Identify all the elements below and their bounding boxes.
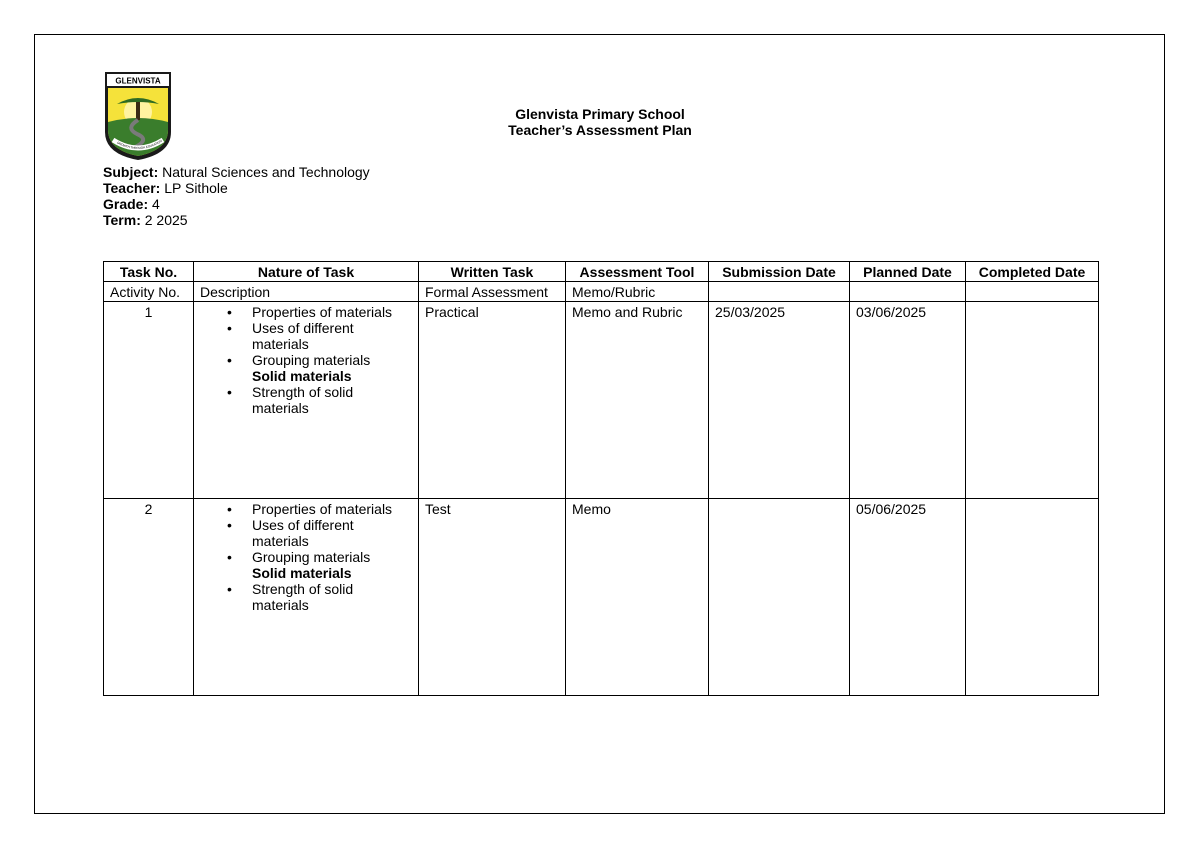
assessment-tool: Memo: [566, 499, 709, 696]
subheader-memo-rubric: Memo/Rubric: [566, 282, 709, 302]
document-title: [400, 106, 800, 138]
task-description: [194, 302, 419, 499]
header-nature-of-task: Nature of Task: [194, 262, 419, 282]
term-value: 2 2025: [140, 212, 188, 228]
header-completed-date: Completed Date: [966, 262, 1099, 282]
subheader-activity-no: Activity No.: [104, 282, 194, 302]
task-description: [194, 499, 419, 696]
completed-date: [966, 302, 1099, 499]
topic-heading: Solid materials: [252, 368, 352, 384]
crest-tree-trunk: [136, 102, 140, 120]
teacher-value: LP Sithole: [160, 180, 228, 196]
school-crest-logo: [103, 70, 173, 162]
list-item: • Grouping materials: [252, 549, 412, 565]
teacher-label: Teacher:: [103, 180, 161, 196]
assessment-plan-table: [103, 261, 1099, 696]
subheader-submission-date: [709, 282, 850, 302]
teacher-row: [103, 180, 370, 196]
planned-date: 03/06/2025: [850, 302, 966, 499]
grade-value: 4: [148, 196, 160, 212]
header-planned-date: Planned Date: [850, 262, 966, 282]
list-item: • Uses of different materials: [252, 517, 412, 549]
planned-date: 05/06/2025: [850, 499, 966, 696]
table-subheader-row: [104, 282, 1099, 302]
completed-date: [966, 499, 1099, 696]
list-item: • Uses of different materials: [252, 320, 412, 352]
header-written-task: Written Task: [419, 262, 566, 282]
submission-date: 25/03/2025: [709, 302, 850, 499]
topic-heading: Solid materials: [252, 565, 352, 581]
term-label: Term:: [103, 212, 141, 228]
list-item: • Properties of materials: [252, 501, 412, 517]
list-item: • Grouping materials: [252, 352, 412, 368]
table-row: [104, 302, 1099, 499]
topic-list: [200, 501, 412, 613]
table-row: [104, 499, 1099, 696]
table-header-row: [104, 262, 1099, 282]
term-row: [103, 212, 370, 228]
plan-title: Teacher’s Assessment Plan: [508, 122, 692, 138]
grade-label: Grade:: [103, 196, 149, 212]
written-task: Practical: [419, 302, 566, 499]
grade-row: [103, 196, 370, 212]
topic-list: [200, 304, 412, 416]
crest-label: GLENVISTA: [115, 76, 161, 86]
plan-metadata: [103, 164, 370, 228]
subheader-planned-date: [850, 282, 966, 302]
list-item: • Properties of materials: [252, 304, 412, 320]
submission-date: [709, 499, 850, 696]
subheader-description: Description: [194, 282, 419, 302]
task-number: 1: [104, 302, 194, 499]
header-submission-date: Submission Date: [709, 262, 850, 282]
written-task: Test: [419, 499, 566, 696]
task-number: 2: [104, 499, 194, 696]
school-name: Glenvista Primary School: [515, 106, 685, 122]
list-item: • Strength of solid materials: [252, 384, 412, 416]
subheader-completed-date: [966, 282, 1099, 302]
crest-motto: GROWTH THROUGH EDUCATION: [116, 138, 163, 151]
subheader-formal-assessment: Formal Assessment: [419, 282, 566, 302]
subject-value: Natural Sciences and Technology: [158, 164, 370, 180]
subject-label: Subject:: [103, 164, 159, 180]
subject-row: [103, 164, 370, 180]
header-task-no: Task No.: [104, 262, 194, 282]
header-assessment-tool: Assessment Tool: [566, 262, 709, 282]
assessment-tool: Memo and Rubric: [566, 302, 709, 499]
list-item: • Strength of solid materials: [252, 581, 412, 613]
